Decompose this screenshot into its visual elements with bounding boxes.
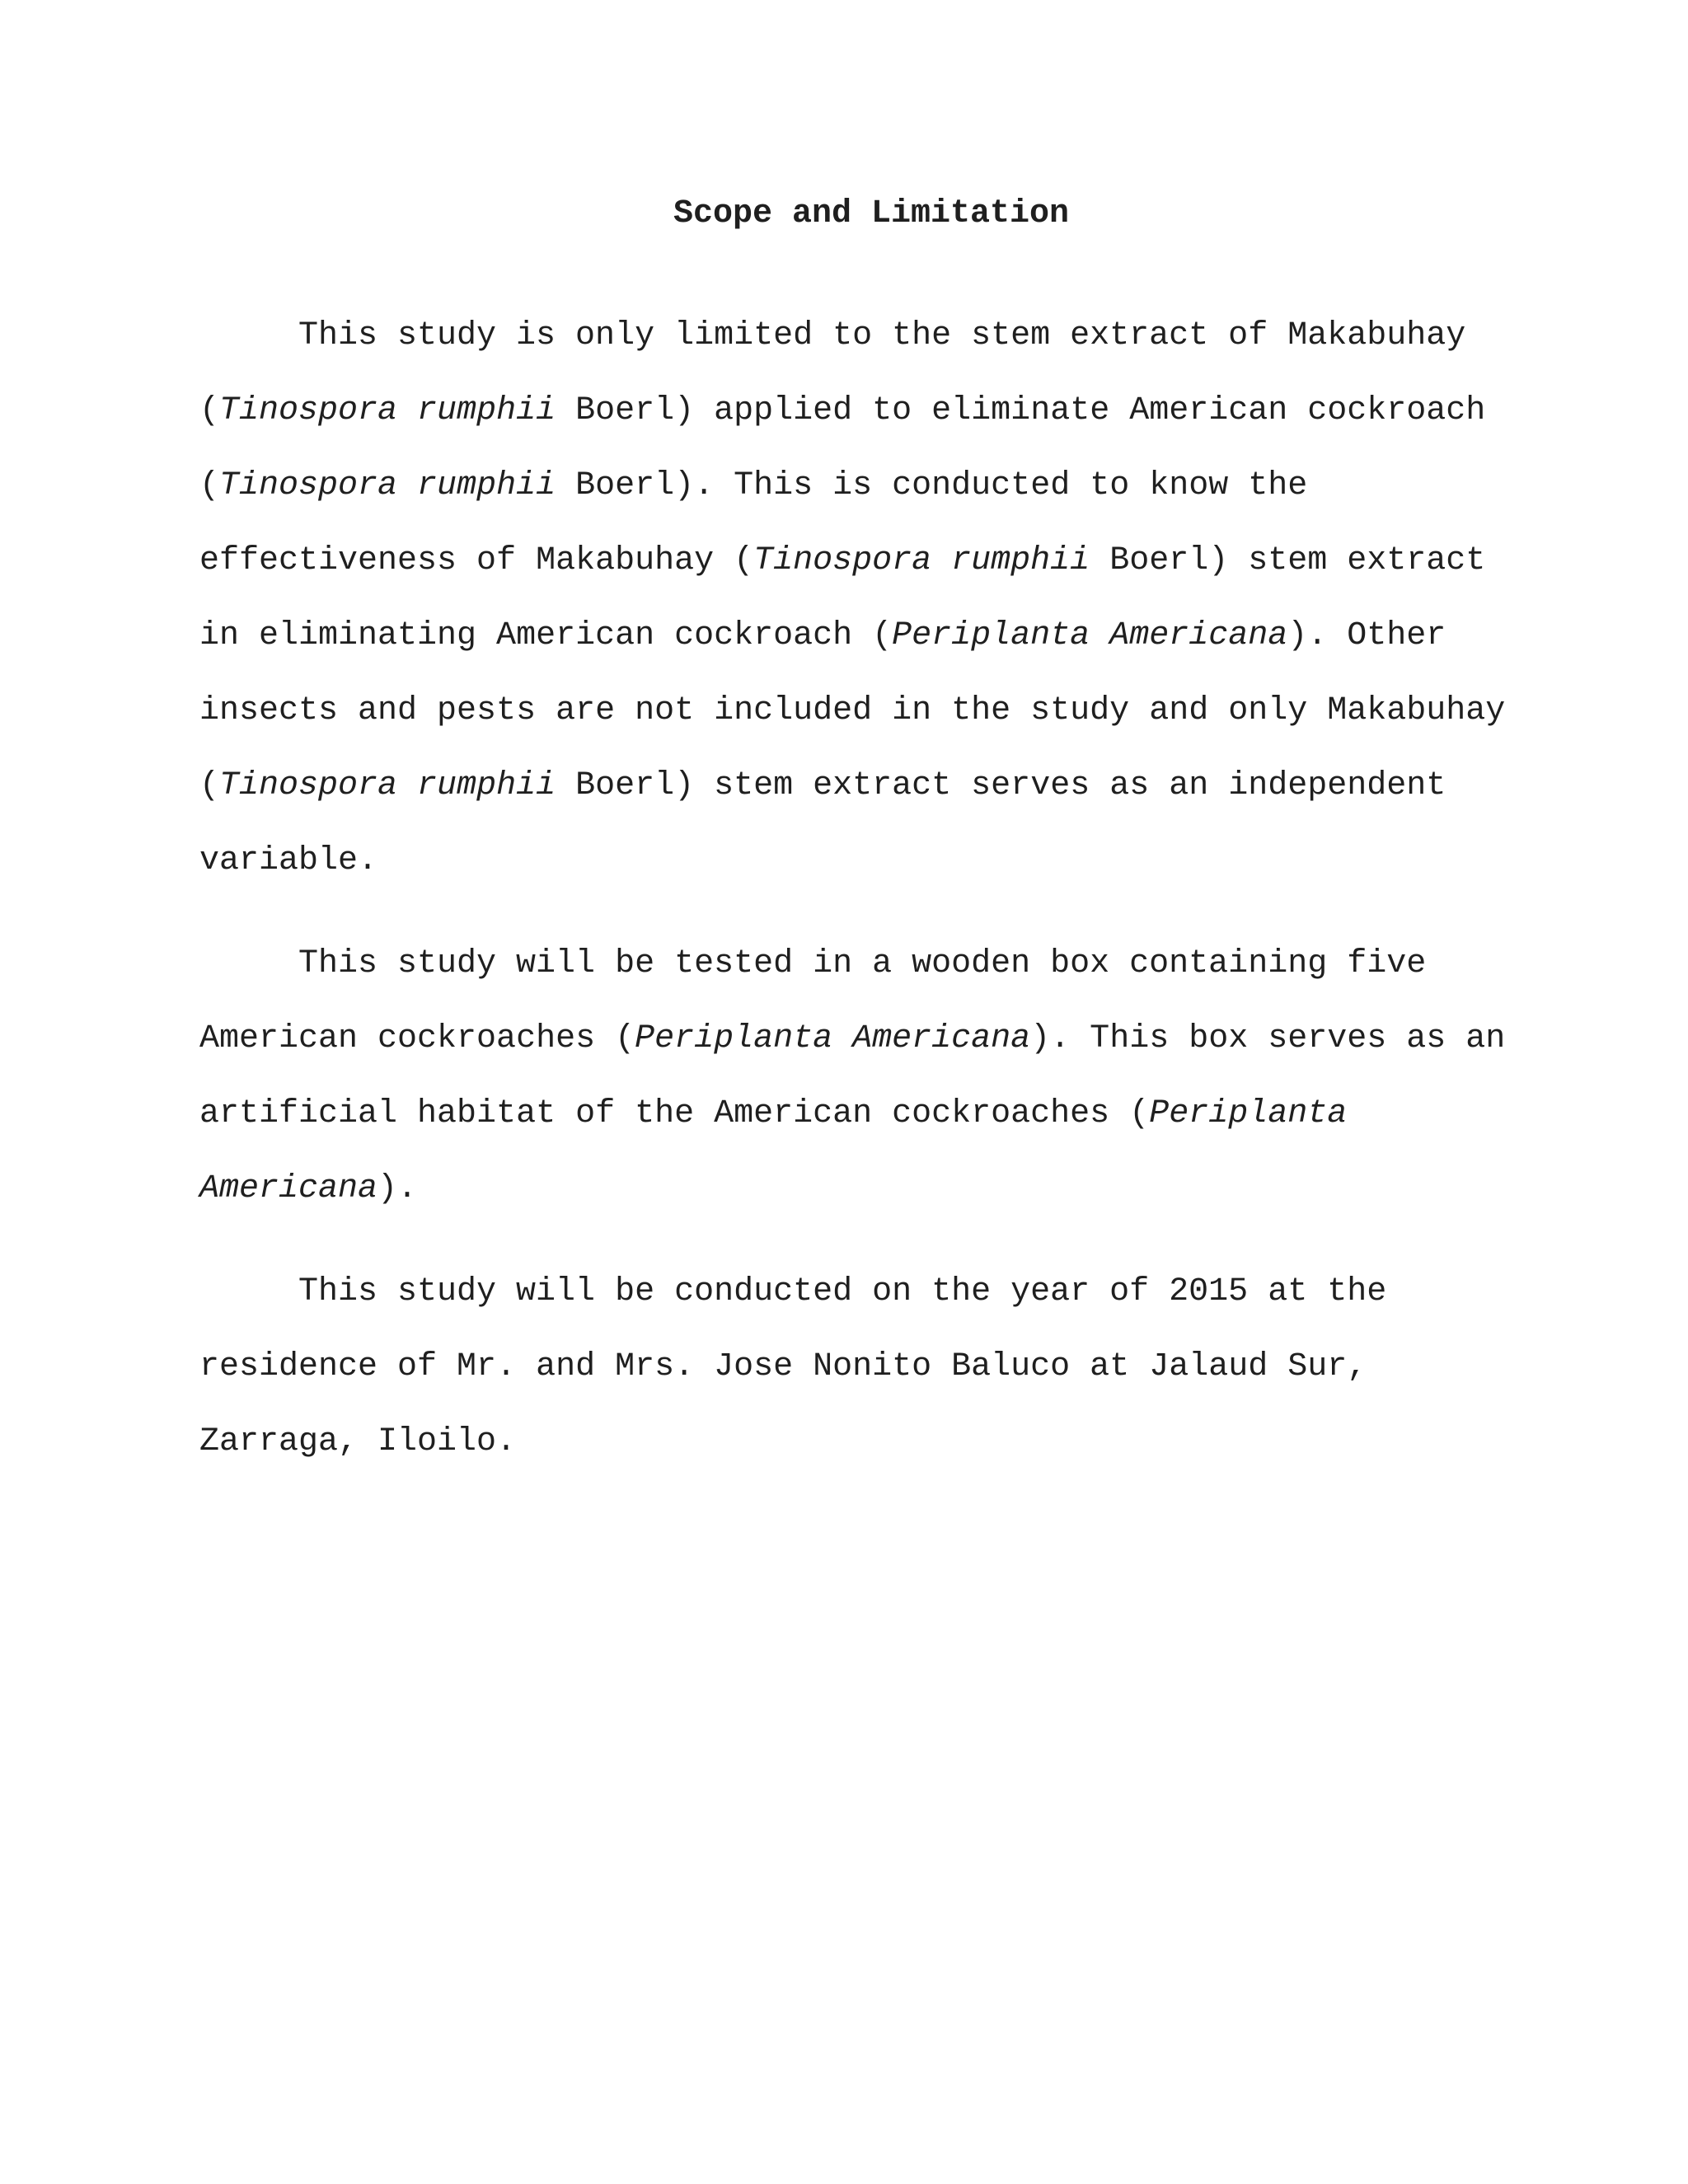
body-paragraph [199,298,1518,898]
scientific-name: Tinospora rumphii [753,542,1090,579]
body-paragraph [199,1254,1518,1479]
paragraph-text: ). Other insects and pests are not included in the study and only Makabuhay ( [199,617,1506,804]
paragraph-text: Boerl) stem extract in eliminating American cockroach ( [199,542,1486,654]
scientific-name: Tinospora rumphii [219,392,556,429]
paragraph-text: Boerl). This is conducted to know the effectiveness of Makabuhay ( [199,467,1308,579]
paragraph-text: Boerl) applied to eliminate American cockroach ( [199,392,1486,504]
scientific-name: Tinospora rumphii [219,467,556,504]
paragraph-text: ). This box serves as an artificial habitat of the American cockroaches ( [199,1020,1506,1132]
paragraph-container [199,298,1518,1479]
paragraph-text: This study will be conducted on the year of 2015 at the residence of Mr. and Mrs. Jose Nonito Baluco at Jalaud Sur, Zarraga, Iloilo. [199,1273,1387,1460]
scientific-name: Periplanta Americana [635,1020,1031,1057]
section-title: Scope and Limitation [673,195,1070,232]
paragraph-text: Boerl) stem extract serves as an independent variable. [199,767,1447,879]
scientific-name: Periplanta Americana [892,617,1288,654]
paragraph-text: This study will be tested in a wooden box containing five American cockroaches ( [199,945,1427,1057]
scientific-name: Periplanta Americana [199,1095,1348,1207]
document-body [199,188,1518,1507]
paragraph-text: This study is only limited to the stem extract of Makabuhay ( [199,317,1466,429]
paragraph-text: ). [377,1170,418,1207]
body-paragraph [199,926,1518,1226]
scientific-name: Tinospora rumphii [219,767,556,804]
